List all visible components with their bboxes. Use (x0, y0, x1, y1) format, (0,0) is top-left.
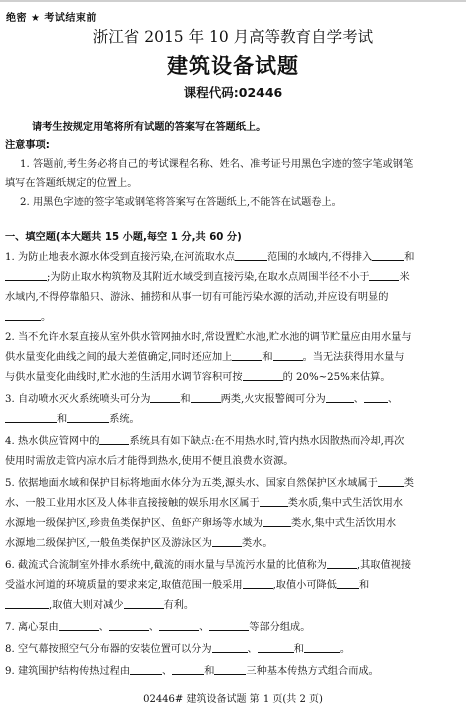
question-1-line-2: ;为防止取水构筑物及其附近水域受到直接污染,在取水点周围半径不小于 米 (5, 268, 466, 283)
answer-blank (304, 642, 340, 653)
question-5-line-2: 水、一般工业用水区及人体非直接接触的娱乐用水区属于 类水质,集中式生活饮用水 (5, 498, 403, 509)
paper-code: 课程代码:02446 (183, 85, 283, 100)
answer-blank (212, 642, 248, 653)
answer-blank (109, 620, 149, 631)
answer-blank (214, 664, 246, 675)
answer-blank (150, 392, 180, 403)
answer-blank (369, 270, 399, 281)
answer-blank (59, 620, 99, 631)
question-5-line-4: 水源地二级保护区,一般鱼类保护区及游泳区为 类水。 (5, 538, 273, 549)
note-1-line-2: 填写在答题纸规定的位置上。 (5, 178, 138, 189)
note-1-line-1: 1. 答题前,考生务必将自己的考试课程名称、姓名、准考证号用黑色字迹的签字笔或钢笔 (20, 159, 414, 170)
answer-blank (243, 370, 283, 381)
question-1-line-4: 。 (5, 308, 466, 323)
question-5-line-3: 水源地一级保护区,珍贵鱼类保护区、鱼虾产卵场等水域为 类水,集中式生活饮用水 (5, 518, 397, 529)
answer-blank (212, 536, 242, 547)
question-2-line-1: 2. 当不允许水泵直接从室外供水管网抽水时,常设置贮水池,贮水池的调节贮量应由用水量与 (5, 332, 412, 343)
question-4-line-1: 4. 热水供应管网中的 系统具有如下缺点:在不用热水时,管内热水因散热而冷却,再次 (5, 436, 405, 447)
question-6-line-3: ,取值大则对减少 有利。 (5, 596, 466, 611)
answer-blank (327, 558, 357, 569)
question-9: 9. 建筑围护结构传热过程由 、 和 三种基本传热方式组合而成。 (5, 666, 379, 677)
question-7: 7. 离心泵由 、 、 、 等部分组成。 (5, 622, 311, 633)
answer-blank (337, 578, 359, 589)
answer-blank (5, 310, 41, 321)
answer-blank (260, 496, 288, 507)
question-6-line-1: 6. 截流式合流制室外排水系统中,截流的雨水量与旱流污水量的比值称为 ,其取值视接 (5, 560, 412, 571)
answer-blank (5, 598, 49, 609)
top-divider (0, 0, 466, 2)
answer-blank (263, 516, 291, 527)
exam-name: 浙江省 2015 年 10 月高等教育自学考试 (92, 28, 374, 46)
notes-heading: 注意事项: (5, 140, 50, 151)
answer-blank (99, 434, 129, 445)
answer-blank (232, 350, 262, 361)
answer-blank (273, 350, 303, 361)
page-footer: 02446# 建筑设备试题 第 1 页(共 2 页) (143, 694, 323, 705)
answer-blank (243, 578, 273, 589)
answer-blank (67, 412, 109, 423)
answer-blank (5, 270, 47, 281)
answer-blank (209, 620, 249, 631)
question-1-line-1: 1. 为防止地表水源水体受到直接污染,在河流取水点 范围的水域内,不得排入 和 (5, 252, 415, 263)
question-4-line-2: 使用时需放走管内凉水后才能得到热水,使用不便且浪费水资源。 (5, 456, 294, 467)
question-8: 8. 空气幕按照空气分布器的安装位置可以分为 、 和 。 (5, 644, 351, 655)
intro-text: 请考生按规定用笔将所有试题的答案写在答题纸上。 (32, 122, 267, 133)
answer-blank (5, 412, 57, 423)
answer-blank (159, 620, 199, 631)
answer-blank (172, 664, 204, 675)
note-2: 2. 用黑色字迹的签字笔或钢笔将答案写在答题纸上,不能答在试题卷上。 (20, 197, 342, 208)
question-3-line-1: 3. 自动喷水灭火系统喷头可分为 和 两类,火灾报警阀可分为 、 、 (5, 394, 399, 405)
answer-blank (124, 598, 164, 609)
answer-blank (378, 476, 404, 487)
question-1-line-3: 水域内,不得停靠船只、游泳、捕捞和从事一切有可能污染水源的活动,并应设有明显的 (5, 292, 389, 303)
question-2-line-2: 供水量变化曲线之间的最大差值确定,同时还应加上 和 。当无法获得用水量与 (5, 352, 405, 363)
question-6-line-2: 受溢水河道的环境质量的要求来定,取值范围一般采用 ,取值小可降低 和 (5, 580, 370, 591)
section-heading: 一、填空题(本大题共 15 小题,每空 1 分,共 60 分) (5, 232, 242, 243)
answer-blank (326, 392, 354, 403)
paper-title: 建筑设备试题 (167, 54, 299, 78)
question-5-line-1: 5. 依据地面水域和保护目标将地面水体分为五类,源头水、国家自然保护区水域属于 类 (5, 478, 414, 489)
answer-blank (235, 250, 267, 261)
answer-blank (372, 250, 404, 261)
secret-label: 绝密 ★ 考试结束前 (6, 13, 97, 24)
question-3-line-2: 和 系统。 (5, 410, 466, 425)
answer-blank (130, 664, 162, 675)
answer-blank (364, 392, 388, 403)
answer-blank (258, 642, 294, 653)
question-2-line-3: 与供水量变化曲线时,贮水池的生活用水调节容积可按 的 20%~25%来估算。 (5, 372, 391, 383)
answer-blank (191, 392, 221, 403)
